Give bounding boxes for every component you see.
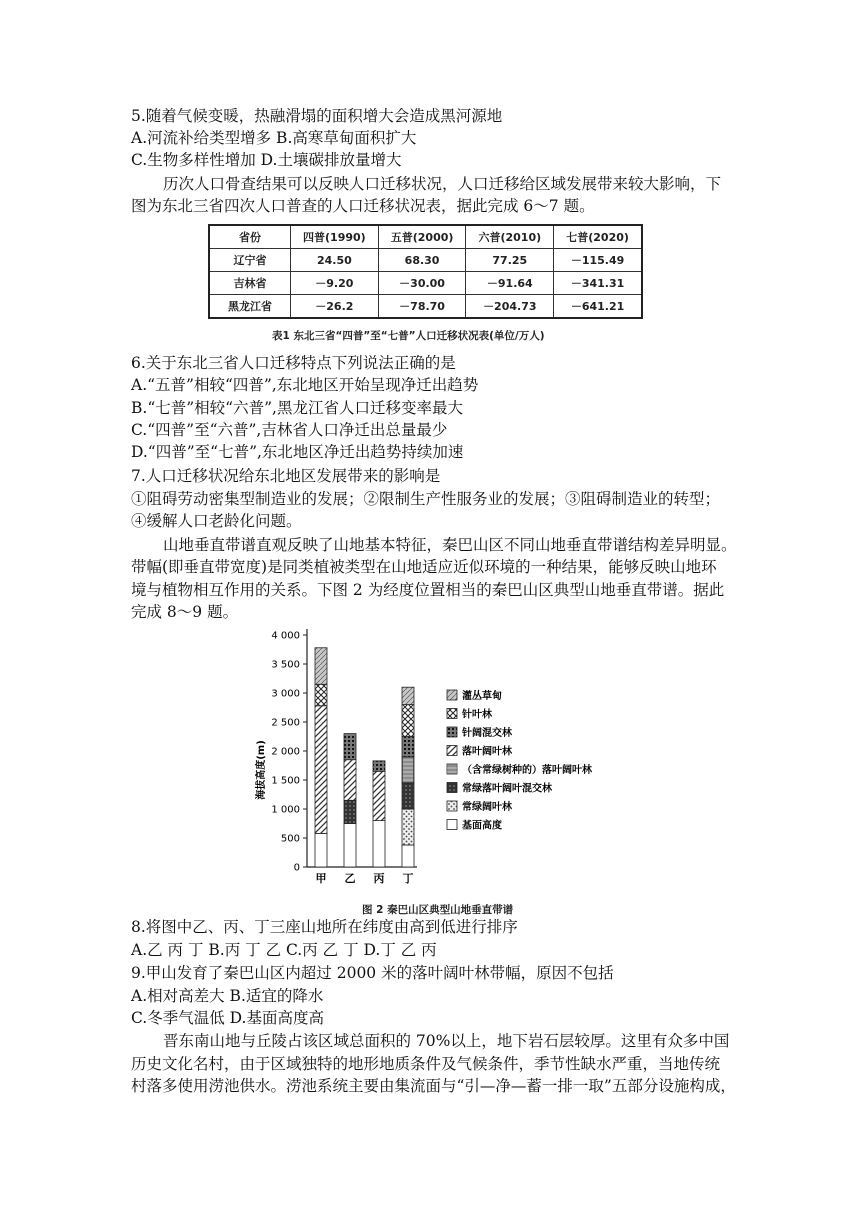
table-header-cell: 六普(2010) <box>466 225 554 249</box>
bar-segment <box>344 760 356 801</box>
intro-paragraph-2-line-4: 完成 8～9 题。 <box>131 603 239 621</box>
table-cell: 77.25 <box>466 249 554 272</box>
q6-option-b: B.“七普”相较“六普”,黑龙江省人口迁移变率最大 <box>131 399 463 417</box>
bar-segment <box>402 783 414 809</box>
table-cell: －641.21 <box>554 295 642 319</box>
q5-options-ab: A.河流补给类型增多 B.高寒草甸面积扩大 <box>131 129 417 147</box>
table-caption: 表1 东北三省“四普”至“七普”人口迁移状况表(单位/万人) <box>272 330 545 342</box>
intro-paragraph-3-line-1: 晋东南山地与丘陵占该区域总面积的 70%以上，地下岩石层较厚。这里有众多中国 <box>163 1032 730 1050</box>
bar-segment <box>344 800 356 823</box>
legend-swatch <box>447 820 457 830</box>
intro-paragraph-3-line-3: 村落多使用涝池供水。涝池系统主要由集流面与“引—净—蓄一排一取”五部分设施构成， <box>131 1077 736 1095</box>
legend-label: （含常绿树种的）落叶阔叶林 <box>462 765 592 776</box>
x-tick-label: 丙 <box>373 872 385 885</box>
q8-stem: 8.将图中乙、丙、丁三座山地所在纬度由高到低进行排序 <box>131 918 518 936</box>
bar-segment <box>373 771 385 820</box>
legend-label: 灌丛草甸 <box>462 691 502 702</box>
bar-segment <box>373 821 385 867</box>
table-header-cell: 七普(2020) <box>554 225 642 249</box>
legend-label: 落叶阔叶林 <box>462 746 512 758</box>
table-cell: 辽宁省 <box>209 249 291 272</box>
x-tick-label: 甲 <box>315 872 327 885</box>
vertical-zonation-chart <box>240 620 640 912</box>
table-cell: －9.20 <box>291 272 379 295</box>
bar-segment <box>402 737 414 757</box>
q6-option-c: C.“四普”至“六普”,吉林省人口净迁出总量最少 <box>131 421 448 439</box>
q7-statements-line-1: ①阻碍劳动密集型制造业的发展；②限制生产性服务业的发展；③阻碍制造业的转型； <box>131 490 721 508</box>
q8-options: A.乙 丙 丁 B.丙 丁 乙 C.丙 乙 丁 D.丁 乙 丙 <box>131 941 437 959</box>
table-header-cell: 省份 <box>209 225 291 249</box>
q6-option-d: D.“四普”至“七普”,东北地区净迁出趋势持续加速 <box>131 443 464 461</box>
bar-segment <box>344 734 356 760</box>
legend <box>447 689 593 832</box>
bar-segment <box>315 684 327 705</box>
intro-paragraph-1-line-1: 历次人口骨查结果可以反映人口迁移状况，人口迁移给区域发展带来较大影响，下 <box>163 175 722 193</box>
table-row <box>209 272 642 295</box>
q9-options-ab: A.相对高差大 B.适宜的降水 <box>131 987 324 1005</box>
y-tick-label: 1 500 <box>271 775 300 787</box>
q7-stem: 7.人口迁移状况给东北地区发展带来的影响是 <box>131 467 441 485</box>
q9-stem: 9.甲山发育了秦巴山区内超过 2000 米的落叶阔叶林带幅，原因不包括 <box>131 964 614 982</box>
intro-paragraph-3-line-2: 历史文化名村，由于区域独特的地形地质条件及气候条件，季节性缺水严重，当地传统 <box>131 1055 721 1073</box>
intro-paragraph-2-line-2: 带幅(即垂直带宽度)是同类植被类型在山地适应近似环境的一种结果，能够反映山地环 <box>131 558 717 576</box>
bar-segment <box>315 706 327 834</box>
legend-label: 常绿阔叶林 <box>462 802 512 813</box>
legend-swatch <box>447 727 457 737</box>
table-header-cell: 五普(2000) <box>378 225 466 249</box>
intro-paragraph-2-line-1: 山地垂直带谱直观反映了山地基本特征，秦巴山区不同山地垂直带谱结构差异明显。 <box>163 536 737 554</box>
bar-segment <box>402 809 414 845</box>
y-tick-label: 3 000 <box>271 688 300 700</box>
table-cell: －115.49 <box>554 249 642 272</box>
legend-swatch <box>447 783 457 793</box>
y-tick-label: 4 000 <box>271 630 300 642</box>
q7-statements-line-2: ④缓解人口老龄化问题。 <box>131 512 302 530</box>
y-tick-label: 2 000 <box>271 746 300 758</box>
y-tick-label: 0 <box>293 862 300 874</box>
x-axis-labels <box>316 871 414 885</box>
table-cell: －30.00 <box>378 272 466 295</box>
intro-paragraph-2-line-3: 境与植物相互作用的关系。下图 2 为经度位置相当的秦巴山区典型山地垂直带谱。据此 <box>131 581 725 599</box>
bar-segment <box>373 761 385 771</box>
bar-segment <box>315 833 327 867</box>
table-header-row <box>209 225 642 249</box>
table-row <box>209 295 642 319</box>
x-tick-label: 丁 <box>402 872 414 885</box>
q6-stem: 6.关于东北三省人口迁移特点下列说法正确的是 <box>131 354 456 372</box>
table-cell: 吉林省 <box>209 272 291 295</box>
figure-caption: 图 2 秦巴山区典型山地垂直带谱 <box>362 904 514 916</box>
table-cell: 黑龙江省 <box>209 295 291 319</box>
bar-segment <box>344 824 356 868</box>
bar-segment <box>402 845 414 867</box>
y-tick-label: 1 000 <box>271 804 300 816</box>
table-row <box>209 249 642 272</box>
y-axis-label: 海拔高度(m) <box>256 740 267 800</box>
table-cell: －78.70 <box>378 295 466 319</box>
bars <box>315 648 414 867</box>
table-cell: －204.73 <box>466 295 554 319</box>
q6-option-a: A.“五普”相较“四普”,东北地区开始呈现净迁出趋势 <box>131 376 479 394</box>
table-cell: 24.50 <box>291 249 379 272</box>
legend-swatch <box>447 690 457 700</box>
legend-swatch <box>447 764 457 774</box>
legend-swatch <box>447 801 457 811</box>
q5-stem: 5.随着气候变暖，热融滑塌的面积增大会造成黑河源地 <box>131 107 503 125</box>
legend-label: 基面高度 <box>462 820 502 832</box>
y-tick-label: 2 500 <box>271 717 300 729</box>
table-cell: －26.2 <box>291 295 379 319</box>
q9-options-cd: C.冬季气温低 D.基面高度高 <box>131 1009 324 1027</box>
bar-segment <box>402 687 414 704</box>
bar-segment <box>402 705 414 737</box>
y-tick-label: 3 500 <box>271 659 300 671</box>
table-cell: －341.31 <box>554 272 642 295</box>
y-tick-label: 500 <box>280 833 300 845</box>
legend-swatch <box>447 709 457 719</box>
legend-label: 针叶林 <box>462 709 492 721</box>
q5-options-cd: C.生物多样性增加 D.土壤碳排放量增大 <box>131 151 402 169</box>
legend-label: 针阔混交林 <box>462 728 512 739</box>
bar-segment <box>315 648 327 685</box>
table-cell: －91.64 <box>466 272 554 295</box>
bar-segment <box>402 757 414 783</box>
population-migration-table <box>208 224 643 319</box>
x-tick-label: 乙 <box>344 872 356 885</box>
legend-label: 常绿落叶阔叶混交林 <box>462 783 552 795</box>
table-header-cell: 四普(1990) <box>291 225 379 249</box>
table-cell: 68.30 <box>378 249 466 272</box>
legend-swatch <box>447 746 457 756</box>
intro-paragraph-1-line-2: 图为东北三省四次人口普查的人口迁移状况表，据此完成 6～7 题。 <box>131 197 595 215</box>
